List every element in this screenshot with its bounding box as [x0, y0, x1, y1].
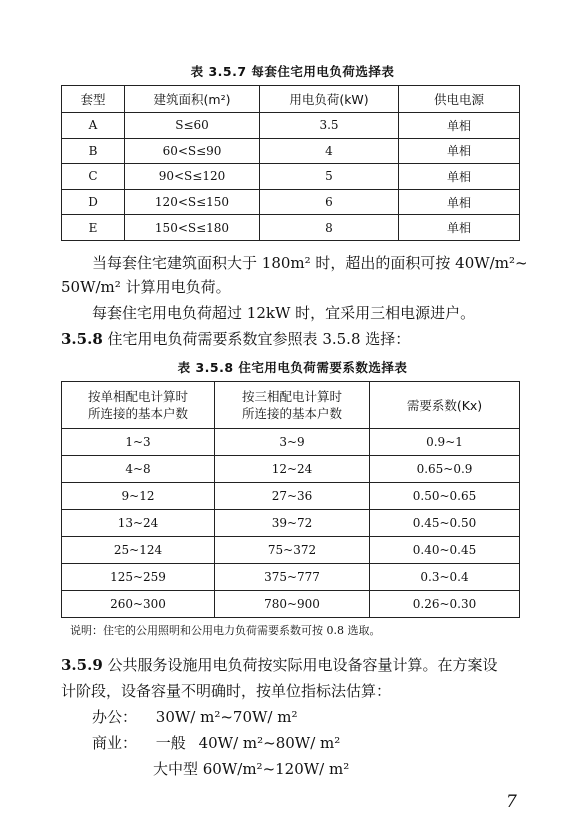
table-cell: 3.5 — [260, 113, 399, 139]
estimate-value: 40W/ m²~80W/ m² — [198, 734, 341, 752]
table-cell: 13~24 — [62, 510, 215, 537]
table-cell: 单相 — [399, 138, 520, 164]
paragraph-line: 50W/m² 计算用电负荷。 — [61, 278, 231, 296]
paragraph-line: 当每套住宅建筑面积大于 180m² 时，超出的面积可按 40W/m²~ — [92, 254, 528, 272]
table-cell: D — [62, 189, 125, 215]
table-cell: 60<S≤90 — [125, 138, 260, 164]
table-cell: 单相 — [399, 164, 520, 190]
table-cell: 25~124 — [62, 537, 215, 564]
estimate-value: 30W/ m²~70W/ m² — [155, 708, 298, 726]
section-number: 3.5.8 — [61, 330, 103, 348]
table-row — [62, 483, 520, 510]
table-header-row — [62, 382, 520, 429]
table-row — [62, 564, 520, 591]
table-cell: 150<S≤180 — [125, 215, 260, 241]
table-cell: 单相 — [399, 215, 520, 241]
table-header-row — [62, 86, 520, 113]
table-cell: 单相 — [399, 113, 520, 139]
section-3-5-8 — [61, 328, 410, 350]
table-cell: 260~300 — [62, 591, 215, 618]
table-cell: 90<S≤120 — [125, 164, 260, 190]
table-cell: 3~9 — [215, 429, 370, 456]
table-cell: 单相 — [399, 189, 520, 215]
table2-caption: 表 3.5.8 住宅用电负荷需要系数选择表 — [177, 360, 408, 375]
table-cell: 0.26~0.30 — [370, 591, 520, 618]
section-text: 住宅用电负荷需要系数宜参照表 3.5.8 选择： — [107, 330, 411, 348]
table-cell: 1~3 — [62, 429, 215, 456]
table-row — [62, 537, 520, 564]
table-cell: 27~36 — [215, 483, 370, 510]
demand-factor-table — [61, 381, 520, 618]
table-cell: 0.50~0.65 — [370, 483, 520, 510]
table-cell: A — [62, 113, 125, 139]
table-cell: 0.65~0.9 — [370, 456, 520, 483]
table-cell: 120<S≤150 — [125, 189, 260, 215]
table-cell: 6 — [260, 189, 399, 215]
header-cell: 建筑面积(m²) — [125, 86, 260, 113]
table-cell: 0.45~0.50 — [370, 510, 520, 537]
table1-caption: 表 3.5.7 每套住宅用电负荷选择表 — [190, 64, 395, 79]
estimate-commerce-large: 大中型 60W/m²~120W/ m² — [153, 760, 350, 778]
header-cell: 供电电源 — [399, 86, 520, 113]
page-number: 7 — [506, 792, 517, 812]
table-cell: 780~900 — [215, 591, 370, 618]
table-cell: C — [62, 164, 125, 190]
table-cell: 0.9~1 — [370, 429, 520, 456]
table-row — [62, 591, 520, 618]
paragraph-line: 每套住宅用电负荷超过 12kW 时，宜采用三相电源进户。 — [92, 304, 476, 322]
table-cell: 5 — [260, 164, 399, 190]
estimate-label: 办公： — [92, 708, 138, 726]
table-row — [62, 189, 520, 215]
table-cell: 0.3~0.4 — [370, 564, 520, 591]
table-row — [62, 510, 520, 537]
paragraph-line: 计阶段，设备容量不明确时，按单位指标法估算： — [61, 682, 392, 700]
estimate-office — [92, 706, 298, 728]
table-cell: 9~12 — [62, 483, 215, 510]
section-number: 3.5.9 — [61, 656, 103, 674]
estimate-sublabel: 一般 — [155, 734, 186, 752]
table-cell: E — [62, 215, 125, 241]
table-cell: 0.40~0.45 — [370, 537, 520, 564]
table-row — [62, 164, 520, 190]
table-row — [62, 113, 520, 139]
table-cell: B — [62, 138, 125, 164]
table-row — [62, 138, 520, 164]
table-cell: 75~372 — [215, 537, 370, 564]
estimate-label: 商业： — [92, 734, 138, 752]
header-cell: 套型 — [62, 86, 125, 113]
table-row — [62, 429, 520, 456]
table-cell: 4 — [260, 138, 399, 164]
header-cell: 按三相配电计算时 所连接的基本户数 — [215, 382, 370, 429]
header-cell: 按单相配电计算时 所连接的基本户数 — [62, 382, 215, 429]
header-cell: 用电负荷(kW) — [260, 86, 399, 113]
table-cell: 12~24 — [215, 456, 370, 483]
load-selection-table — [61, 85, 520, 241]
estimate-commerce — [92, 732, 340, 754]
table-cell: 39~72 — [215, 510, 370, 537]
table-cell: 375~777 — [215, 564, 370, 591]
table-cell: 8 — [260, 215, 399, 241]
header-cell: 需要系数(Kx) — [370, 382, 520, 429]
table-row — [62, 215, 520, 241]
table-cell: 4~8 — [62, 456, 215, 483]
table-note: 说明：住宅的公用照明和公用电力负荷需要系数可按 0.8 选取。 — [70, 624, 381, 637]
table-cell: S≤60 — [125, 113, 260, 139]
section-3-5-9 — [61, 654, 498, 676]
table-cell: 125~259 — [62, 564, 215, 591]
table-row — [62, 456, 520, 483]
section-text: 公共服务设施用电负荷按实际用电设备容量计算。在方案设 — [107, 656, 498, 674]
